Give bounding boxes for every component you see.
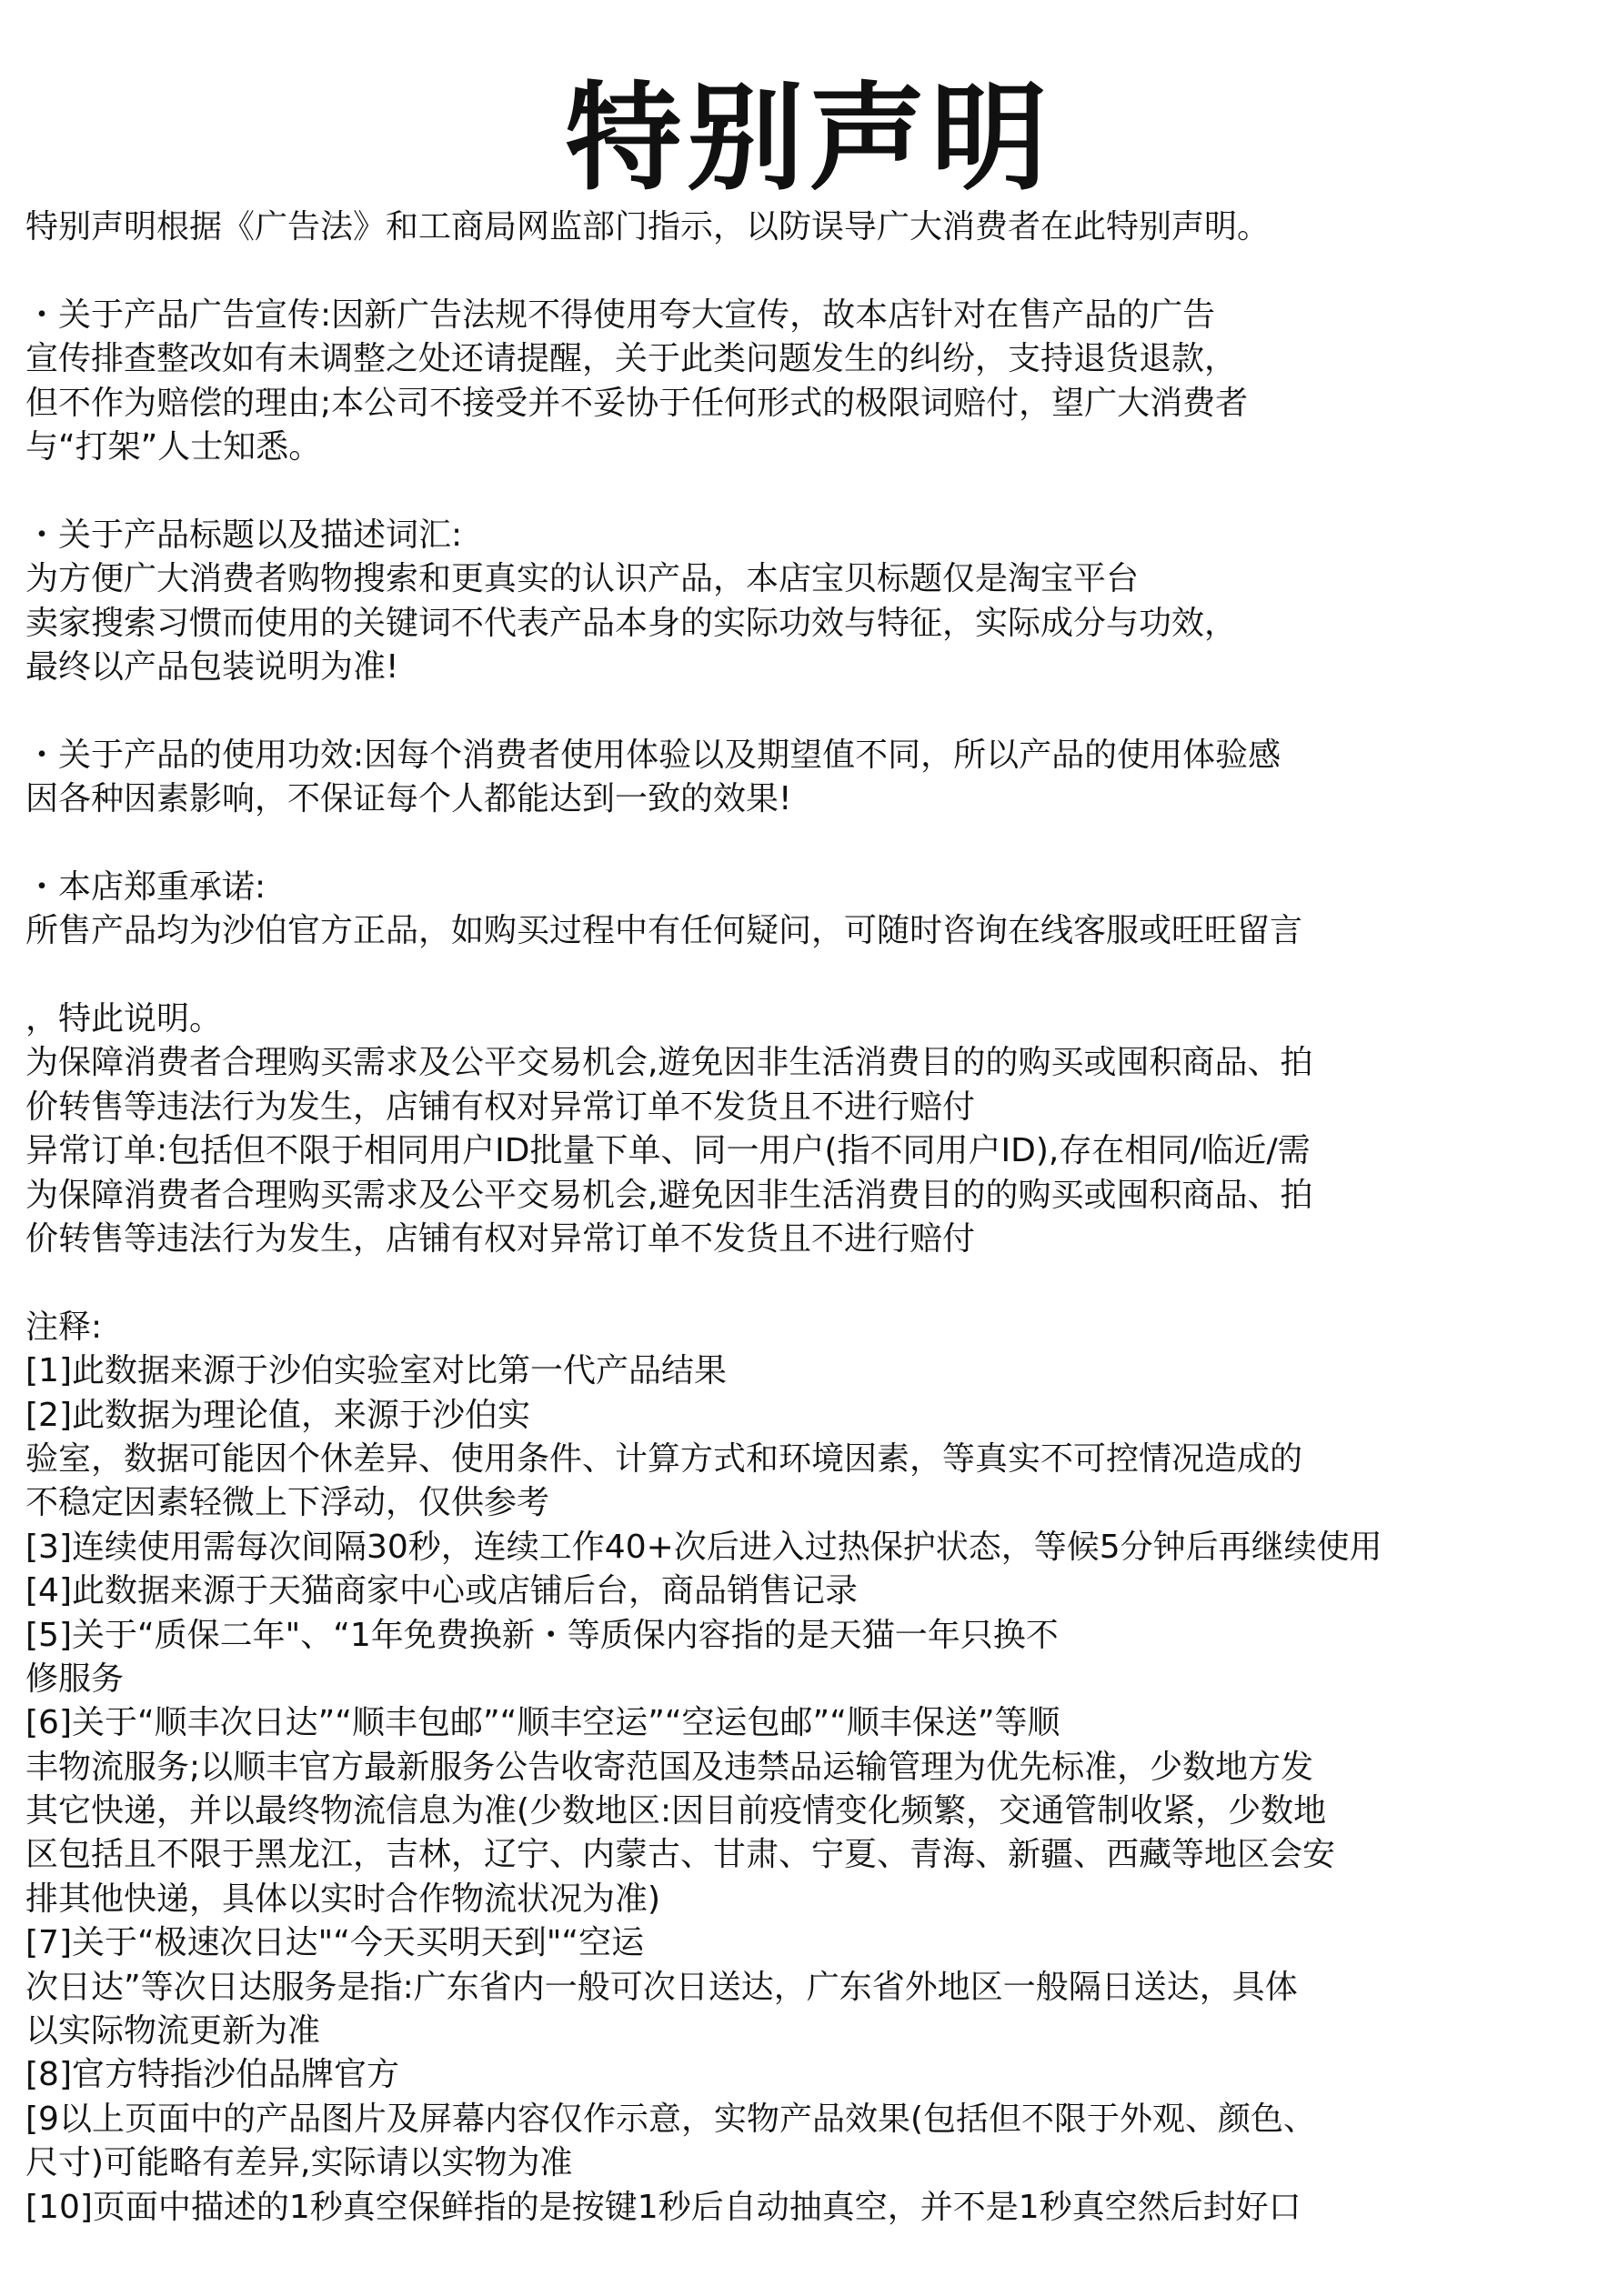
- note-line: [5]关于“质保二年"、“1年免费换新・等质保内容指的是天猫一年只换不: [25, 1616, 1059, 1654]
- section-titles: [25, 514, 1599, 690]
- section-promise: [25, 866, 1599, 954]
- section-line: 所售产品均为沙伯官方正品，如购买过程中有任何疑问，可随时咨询在线客服或旺旺留言: [25, 912, 1303, 950]
- statement-body: [25, 206, 1599, 2230]
- spacer: [25, 954, 1599, 998]
- note-line: [6]关于“顺丰次日达”“顺丰包邮”“顺丰空运”“空运包邮”“顺丰保送”等顺: [25, 1704, 1060, 1742]
- note-line: [1]此数据来源于沙伯实验室对比第一代产品结果: [25, 1352, 727, 1390]
- note-line: 尺寸)可能略有差异,实际请以实物为准: [25, 2144, 573, 2182]
- section-line: 价转售等违法行为发生，店铺有权对异常订单不发货且不进行赔付: [25, 1088, 976, 1126]
- section-line: 因各种因素影响，不保证每个人都能达到一致的效果!: [25, 780, 792, 818]
- note-line: 验室，数据可能因个休差异、使用条件、计算方式和环境因素，等真实不可控情况造成的: [25, 1439, 1303, 1478]
- note-line: 排其他快递，具体以实时合作物流状况为准): [25, 1880, 661, 1918]
- spacer: [25, 249, 1599, 293]
- section-line: ，特此说明。: [25, 1000, 223, 1038]
- section-line: 价转售等违法行为发生，店铺有权对异常订单不发货且不进行赔付: [25, 1219, 976, 1258]
- section-advertising: [25, 294, 1599, 470]
- note-line: [9以上页面中的产品图片及屏幕内容仅作示意，实物产品效果(包括但不限于外观、颜色、: [25, 2100, 1316, 2138]
- section-orders: [25, 998, 1599, 1261]
- section-line: 最终以产品包装说明为准!: [25, 647, 399, 686]
- section-line: 宣传排查整改如有未调整之处还请提醒，关于此类问题发生的纠纷，支持退货退款，: [25, 340, 1238, 378]
- note-line: [7]关于“极速次日达"“今天买明天到"“空运: [25, 1924, 645, 1962]
- note-line: [3]连续使用需每次间隔30秒，连续工作40+次后进入过热保护状态，等候5分钟后再继续使用: [25, 1528, 1382, 1566]
- note-line: 以实际物流更新为准: [25, 2012, 321, 2050]
- spacer: [25, 689, 1599, 733]
- section-line: ・关于产品广告宣传:因新广告法规不得使用夸大宣传，故本店针对在售产品的广告: [25, 296, 1216, 334]
- section-line: 异常订单:包括但不限于相同用户ID批量下单、同一用户(指不同用户ID),存在相同/临近/需: [25, 1132, 1311, 1170]
- section-notes: [25, 1306, 1599, 2230]
- section-line: 卖家搜索习惯而使用的关键词不代表产品本身的实际功效与特征，实际成分与功效，: [25, 604, 1238, 642]
- spacer: [25, 1261, 1599, 1305]
- note-line: 丰物流服务;以顺丰官方最新服务公告收寄范国及违禁品运输管理为优先标准，少数地方发: [25, 1748, 1314, 1786]
- note-line: 区包括且不限于黑龙江，吉林，辽宁、内蒙古、甘肃、宁夏、青海、新疆、西藏等地区会安: [25, 1836, 1336, 1874]
- spacer: [25, 821, 1599, 865]
- section-line: 为方便广大消费者购物搜索和更真实的认识产品，本店宝贝标题仅是淘宝平台: [25, 560, 1140, 598]
- note-line: 次日达”等次日达服务是指:广东省内一般可次日送达，广东省外地区一般隔日送达，具体: [25, 1968, 1298, 2006]
- note-line: [8]官方特指沙伯品牌官方: [25, 2056, 399, 2094]
- section-line: ・关于产品标题以及描述词汇:: [25, 516, 463, 554]
- section-line: 为保障消费者合理购买需求及公平交易机会,遊免因非生活消费目的的购买或囤积商品、拍: [25, 1044, 1313, 1082]
- section-efficacy: [25, 734, 1599, 822]
- note-line: [4]此数据来源于天猫商家中心或店铺后台，商品销售记录: [25, 1572, 858, 1610]
- note-line: 不稳定因素轻微上下浮动，仅供参考: [25, 1484, 550, 1522]
- spacer: [25, 469, 1599, 513]
- section-line: ・关于产品的使用功效:因每个消费者使用体验以及期望值不同，所以产品的使用体验感: [25, 736, 1281, 774]
- note-line: 注释:: [25, 1308, 103, 1346]
- page-title: 特别声明: [565, 71, 1053, 206]
- section-line: 但不作为赔偿的理由;本公司不接受并不妥协于任何形式的极限词赔付，望广大消费者: [25, 384, 1249, 422]
- section-line: 与“打架”人士知悉。: [25, 427, 322, 466]
- section-line: 为保障消费者合理购买需求及公平交易机会,避免因非生活消费目的的购买或囤积商品、拍: [25, 1176, 1313, 1214]
- section-line: ・本店郑重承诺:: [25, 867, 266, 906]
- note-line: 其它快递，并以最终物流信息为准(少数地区:因目前疫情变化频繁，交通管制收紧，少数地: [25, 1792, 1327, 1830]
- note-line: 修服务: [25, 1659, 125, 1698]
- note-line: [2]此数据为理论值，来源于沙伯实: [25, 1396, 530, 1434]
- note-line: [10]页面中描述的1秒真空保鲜指的是按键1秒后自动抽真空，并不是1秒真空然后封好口: [25, 2188, 1301, 2226]
- intro-paragraph: 特别声明根据《广告法》和工商局网监部门指示，以防误导广大消费者在此特别声明。: [25, 208, 1271, 246]
